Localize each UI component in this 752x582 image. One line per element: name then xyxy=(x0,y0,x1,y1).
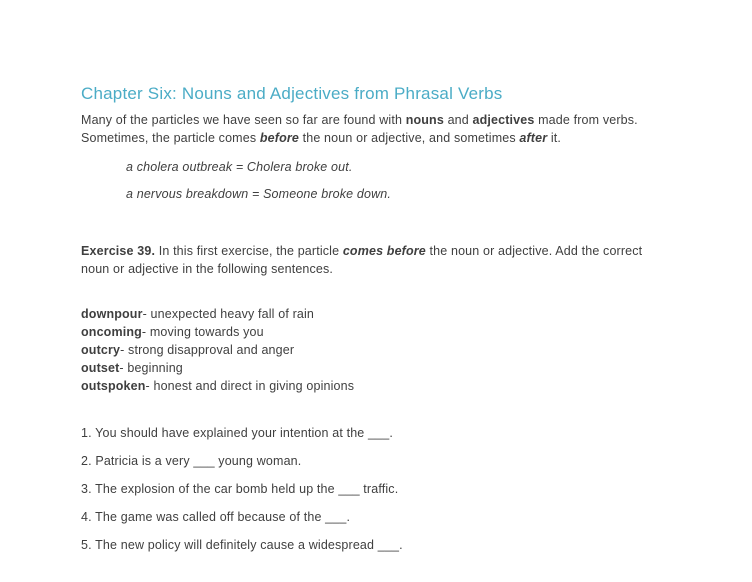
example-line: a cholera outbreak = Cholera broke out. xyxy=(126,160,353,174)
example-line: a nervous breakdown = Someone broke down. xyxy=(126,187,391,201)
vocabulary-definition: - strong disapproval and anger xyxy=(120,343,295,357)
exercise-sentence: 1. You should have explained your intention at the ___. xyxy=(81,426,393,440)
vocabulary-word: oncoming xyxy=(81,325,142,339)
vocabulary-definition: - honest and direct in giving opinions xyxy=(145,379,355,393)
intro-paragraph: Many of the particles we have seen so far are found with nouns and adjectives made from verbs. Sometimes, the particle comes before the noun or adjective, and sometimes after it. xyxy=(81,113,638,145)
exercise-sentences xyxy=(81,425,674,553)
exercise-sentence: 5. The new policy will definitely cause a widespread ___. xyxy=(81,538,403,552)
vocabulary-item xyxy=(81,377,674,395)
vocabulary-definition: - beginning xyxy=(119,361,183,375)
exercise-sentence: 3. The explosion of the car bomb held up the ___ traffic. xyxy=(81,482,399,496)
vocabulary-word: outset xyxy=(81,361,120,375)
exercise-sentence: 4. The game was called off because of the ___. xyxy=(81,510,351,524)
exercise-instructions: Exercise 39. In this first exercise, the particle comes before the noun or adjective. Add the correct noun or adjective in the following sentences. xyxy=(81,244,643,276)
vocabulary-item xyxy=(81,305,674,323)
vocabulary-list xyxy=(81,305,674,395)
vocabulary-item xyxy=(81,359,674,377)
page-title: Chapter Six: Nouns and Adjectives from Phrasal Verbs xyxy=(81,84,503,103)
vocabulary-definition: - moving towards you xyxy=(141,325,264,339)
exercise-sentence: 2. Patricia is a very ___ young woman. xyxy=(81,454,302,468)
vocabulary-word: outspoken xyxy=(81,379,146,393)
vocabulary-definition: - unexpected heavy fall of rain xyxy=(142,307,315,321)
vocabulary-item xyxy=(81,323,674,341)
examples-block xyxy=(81,159,674,202)
vocabulary-item xyxy=(81,341,674,359)
vocabulary-word: outcry xyxy=(81,343,121,357)
vocabulary-word: downpour xyxy=(81,307,143,321)
